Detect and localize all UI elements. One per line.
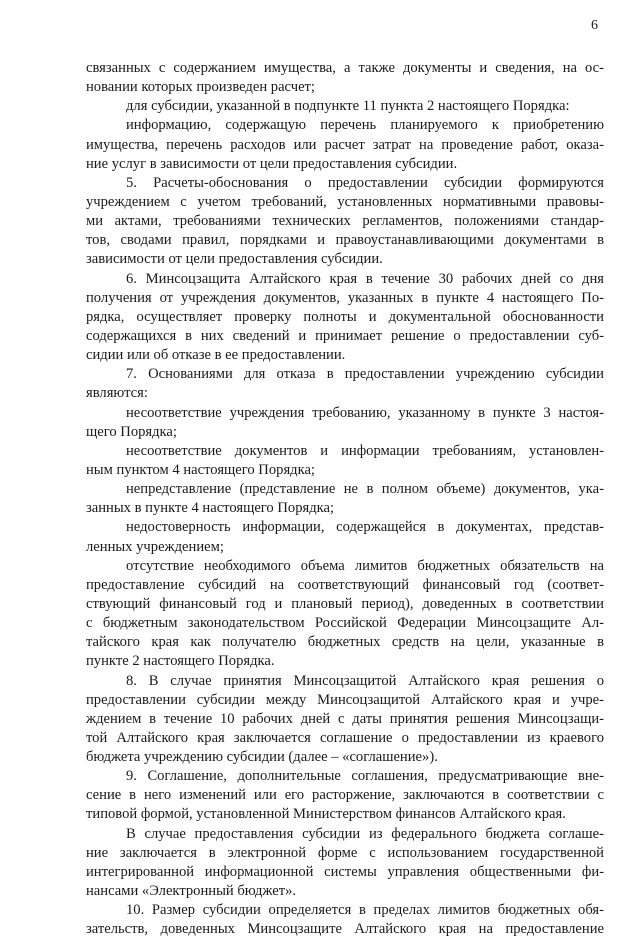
text-line: непредставление (представление не в полном объеме) документов, ука- bbox=[126, 481, 604, 498]
text-line: той Алтайского края заключается соглашение о предоставлении из краевого bbox=[86, 729, 604, 746]
text-line: имущества, перечень расходов или расчет затрат на проведение работ, оказа- bbox=[86, 136, 604, 153]
text-line: щего Порядка; bbox=[86, 423, 177, 440]
text-line: 5. Расчеты-обоснования о предоставлении субсидии формируются bbox=[126, 174, 604, 191]
text-line: ствующий финансовый год и плановый период), доведенных в соответствии bbox=[86, 595, 604, 612]
text-line: недостоверность информации, содержащейся в документах, представ- bbox=[126, 519, 604, 536]
text-line: бюджета учреждению субсидии (далее – «соглашение»). bbox=[86, 749, 438, 766]
text-line: ми актами, требованиями технических регламентов, положениями стандар- bbox=[86, 213, 604, 230]
text-line: несоответствие документов и информации требованиям, установлен- bbox=[126, 442, 604, 459]
text-line: зательств, доведенных Минсоцзащите Алтайского края на предоставление bbox=[86, 921, 604, 938]
text-line: отсутствие необходимого объема лимитов бюджетных обязательств на bbox=[126, 557, 604, 574]
text-line: для субсидии, указанной в подпункте 11 пункта 2 настоящего Порядка: bbox=[126, 98, 570, 115]
text-line: являются: bbox=[86, 385, 148, 402]
text-line: ждением в течение 10 рабочих дней с даты принятия решения Минсоцзащи- bbox=[86, 710, 604, 727]
text-line: 9. Соглашение, дополнительные соглашения, предусматривающие вне- bbox=[126, 768, 604, 785]
text-line: с бюджетным законодательством Российской Федерации Минсоцзащите Ал- bbox=[86, 615, 604, 632]
document-body bbox=[86, 59, 604, 939]
text-line: зависимости от цели предоставления субсидии. bbox=[86, 251, 383, 268]
text-line: занных в пункте 4 настоящего Порядка; bbox=[86, 500, 335, 517]
text-line: связанных с содержанием имущества, а также документы и сведения, на ос- bbox=[86, 60, 604, 76]
text-line: рядка, осуществляет проверку полноты и документальной обоснованности bbox=[86, 308, 604, 325]
text-line: 6. Минсоцзащита Алтайского края в течение 30 рабочих дней со дня bbox=[126, 270, 604, 287]
text-line: нансами «Электронный бюджет». bbox=[86, 883, 297, 900]
text-line: В случае предоставления субсидии из федерального бюджета соглаше- bbox=[126, 825, 604, 842]
text-line: пункте 2 настоящего Порядка. bbox=[86, 653, 275, 670]
text-line: типовой формой, установленной Министерством финансов Алтайского края. bbox=[86, 806, 566, 823]
text-line: новании которых произведен расчет; bbox=[86, 79, 315, 96]
text-line: учреждением с учетом требований, установленных нормативными правовы- bbox=[86, 193, 604, 210]
text-line: содержащихся в них сведений и принимает решение о предоставлении суб- bbox=[86, 327, 604, 344]
text-line: ным пунктом 4 настоящего Порядка; bbox=[86, 461, 315, 478]
text-line: интегрированной информационной системы управления общественными фи- bbox=[86, 863, 604, 880]
text-line: ние услуг в зависимости от цели предоставления субсидии. bbox=[86, 155, 458, 172]
text-line: сение в него изменений или его расторжение, заключаются в соответствии с bbox=[86, 787, 604, 804]
page-number: 6 bbox=[591, 18, 598, 33]
text-line: информацию, содержащую перечень планируемого к приобретению bbox=[126, 117, 604, 134]
text-line: 7. Основаниями для отказа в предоставлении учреждению субсидии bbox=[126, 366, 604, 383]
text-line: 8. В случае принятия Минсоцзащитой Алтайского края решения о bbox=[126, 672, 604, 689]
text-line: предоставлении субсидии между Минсоцзащитой Алтайского края и учре- bbox=[86, 691, 604, 708]
text-line: получения от учреждения документов, указанных в пункте 4 настоящего По- bbox=[86, 289, 604, 306]
text-line: сидии или об отказе в ее предоставлении. bbox=[86, 347, 346, 364]
text-line: предоставление субсидий на соответствующий финансовый год (соответ- bbox=[86, 576, 604, 593]
text-line: ние заключается в электронной форме с использованием государственной bbox=[86, 844, 604, 861]
text-line: тов, сводами правил, порядками и правоустанавливающими документами в bbox=[86, 232, 604, 249]
text-line: тайского края как получателю бюджетных средств на цели, указанные в bbox=[86, 634, 604, 651]
text-line: несоответствие учреждения требованию, указанному в пункте 3 настоя- bbox=[126, 404, 604, 421]
text-line: 10. Размер субсидии определяется в пределах лимитов бюджетных обя- bbox=[126, 902, 604, 919]
text-line: ленных учреждением; bbox=[86, 538, 224, 555]
